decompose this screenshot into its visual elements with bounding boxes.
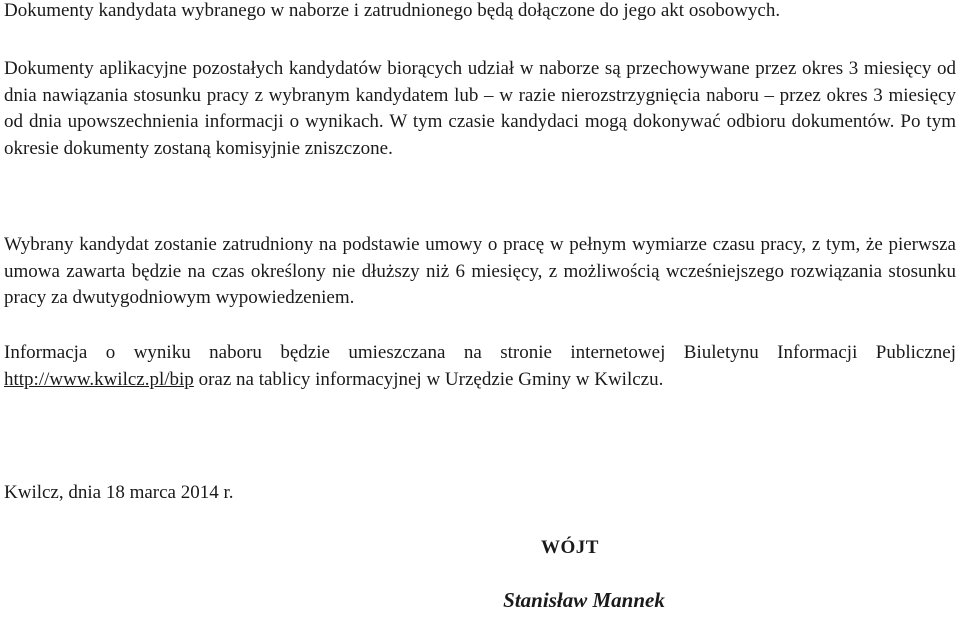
paragraph-application-documents: Dokumenty aplikacyjne pozostałych kandydatów biorących udział w naborze są przechowywane przez okres 3 miesięcy od dnia nawiązania stosunku pracy z wybranym kandydatem lub – w razie nierozstrzygnięcia naboru – przez okres 3 miesięcy od dnia upowszechnienia informacji o wynikach. W tym czasie kandydaci mogą dokonywać odbioru dokumentów. Po tym okresie dokumenty zostaną komisyjnie zniszczone. (4, 58, 956, 159)
date-line: Kwilcz, dnia 18 marca 2014 r. (4, 482, 234, 503)
paragraph-result-information (4, 340, 956, 393)
signature-block (490, 537, 680, 613)
signature-title: WÓJT (541, 537, 599, 558)
result-info-text-end: oraz na tablicy informacyjnej w Urzędzie Gminy w Kwilczu. (193, 368, 664, 390)
signature-name: Stanisław Mannek (503, 588, 665, 612)
bip-link[interactable]: http://www.kwilcz.pl/bip (4, 368, 194, 390)
paragraph-candidate-documents: Dokumenty kandydata wybranego w naborze i zatrudnionego będą dołączone do jego akt osobowych. (4, 0, 781, 21)
paragraph-employment-terms: Wybrany kandydat zostanie zatrudniony na podstawie umowy o pracę w pełnym wymiarze czasu pracy, z tym, że pierwsza umowa zawarta będzie na czas określony nie dłuższy niż 6 miesięcy, z możliwością wcześniejszego rozwiązania stosunku pracy za dwutygodniowym wypowiedzeniem. (4, 234, 956, 308)
result-info-text-start: Informacja o wyniku naboru będzie umieszczana na stronie internetowej Biuletynu Informacji Publicznej (4, 342, 956, 363)
